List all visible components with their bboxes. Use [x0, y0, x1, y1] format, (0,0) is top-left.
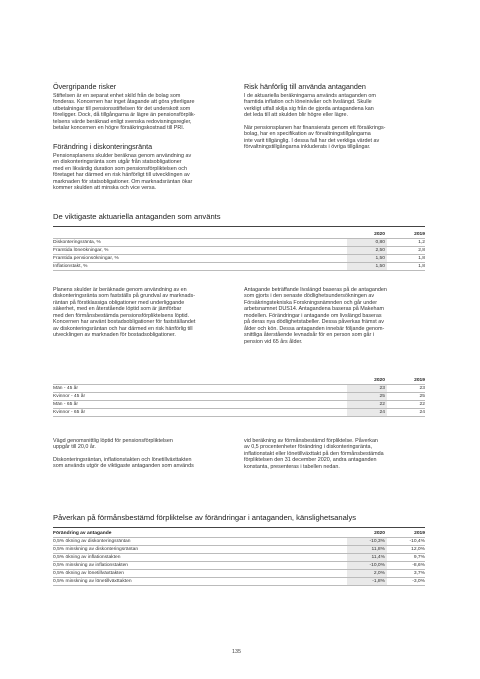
column-header-2020: 2020 — [374, 232, 385, 237]
table-row: 0,5% ökning av diskonteringsräntan -10,3% -10,4% — [53, 539, 425, 544]
column-header-2019: 2019 — [414, 531, 425, 536]
paragraph-duration: Vägd genomsnittlig löptid för pensionsförpliktelsen uppgår till 20,0 år. — [53, 438, 173, 451]
column-header-2019: 2019 — [414, 378, 425, 383]
table-actuarial-assumptions — [53, 231, 425, 271]
table-life-expectancy — [53, 377, 425, 417]
column-header-2020: 2020 — [374, 531, 385, 536]
table-row: Män - 65 år 22 22 — [53, 402, 425, 407]
table-row: Kvinnor - 65 år 24 24 — [53, 410, 425, 415]
table-header-row — [53, 377, 425, 385]
paragraph-risk-antaganden-1: I de aktuariella beräkningarna används antaganden om framtida inflation och löneinivåer och livslängd. Skulle verkligt utfall skilja sig från de gjorda antagandena kan det leda till att skulden blir högre eller lägre. — [244, 93, 376, 119]
column-header-change: Förändring av antagande — [53, 531, 112, 536]
paragraph-longevity: Antagande beträffande livslängd baseras på de antaganden som gjorts i den senaste dödlighetsundersökningen av Försäkringstekniska Forskningsnämnden och går under arbetsnamnet DUS14. Antagandena baseras på Makeham modellen. Förändringar i antagande om livslängd baseras på deras nya dödlighetstabeller. Dessa påverkas främst av ålder och kön. Dessa antaganden innebär följande genom- snittliga återstående levnadsår för en person som går i pension vid 65 års ålder. — [244, 287, 387, 345]
table-row: 0,5% ökning av inflationstakten 11,4% 9,7% — [53, 555, 425, 560]
paragraph-sensitivity-intro: vid beräkning av förmånsbestämd förpliktelse. Påverkan av 0,5 procentenheter förändring i diskonteringsränta, inflationstakt eller lönetillväxttakt på den förmånsbestämda förpliktelsen den 31 december 2020, andra antaganden konstanta, presenteras i tabellen nedan. — [244, 438, 384, 470]
table-row: Framtida pensionsökningar, % 1,50 1,8 — [53, 256, 425, 261]
column-header-2019: 2019 — [414, 232, 425, 237]
column-header-2020: 2020 — [374, 378, 385, 383]
table-row: 0,5% minskning av diskonteringsräntan 11,8% 12,0% — [53, 547, 425, 552]
page-number: 135 — [232, 649, 241, 655]
table-row: Framtida löneökningar, % 2,50 2,8 — [53, 248, 425, 253]
paragraph-key-assumptions: Diskonteringsräntan, inflationstakten och lönetillväxttakten som används utgör de viktigaste antaganden som används — [53, 457, 194, 470]
heading-diskonteringsranta: Förändring i diskonteringsränta — [53, 142, 153, 151]
table-row: Inflationstakt, % 1,50 1,8 — [53, 264, 425, 269]
table-header-row — [53, 530, 425, 538]
paragraph-risk-antaganden-2: När pensionsplanen har finansierats genom ett försäkrings- bolag, har en specifikation av förvaltningstillgångarna inte varit tillgänglig. I dessa fall har det verkliga värdet av förvaltningstillgångarna inkluderats i övriga tillgångar. — [244, 125, 386, 151]
table-row: Kvinnor - 45 år 25 25 — [53, 394, 425, 399]
table-row: Män - 45 år 23 23 — [53, 386, 425, 391]
table-header-row — [53, 231, 425, 239]
table-row: Diskonteringsränta, % 0,80 1,2 — [53, 240, 425, 245]
table-row: 0,5% ökning av lönetillväxttakten 2,0% 3,7% — [53, 571, 425, 576]
table-row: 0,5% minskning av lönetillväxttakten -1,8% -3,0% — [53, 579, 425, 584]
heading-risk-antaganden: Risk hänförlig till använda antaganden — [244, 82, 366, 91]
section-title-sensitivity: Påverkan på förmånsbestämd förpliktelse av förändringar i antaganden, känslighetsanalys — [53, 513, 357, 522]
table-sensitivity-analysis — [53, 530, 425, 586]
paragraph-discount-rate-basis: Planens skulder är beräknade genom användning av en diskonteringsränta som fastställs på grundval av marknads- räntan på förstklassiga obligationer med underliggande säkerhet, med en återstående löptid som är jämförbar med den förmånsbestämda pensionsförpliktelsens löptid. Koncernen har använt bostadsobligationer för fastställandet av diskonteringsräntan och har därmed en risk hänförlig till utvecklingen av marknaden för bostadsobligationer. — [53, 287, 196, 339]
heading-overgripande-risker: Övergripande risker — [53, 82, 117, 91]
section-divider — [53, 226, 425, 227]
table-row: 0,5% minskning av inflationstakten -10,0% -8,6% — [53, 563, 425, 568]
paragraph-diskonteringsranta: Pensionsplanens skulder beräknas genom användning av en diskonteringsränta som utgår från statsobligationer med en likvärdig duration som pensionsförpliktelsen och företaget har därmed en risk hänförligt till utvecklingen av marknaden för statsobligationer. Om marknadsräntan ökar kommer skulden att minska och vice versa. — [53, 153, 193, 192]
paragraph-overgripande-risker: Stiftelsen är en separat enhet skild från de bolag som fonderas. Koncernen har inget åtagande att göra ytterligare utbetalningar till pensionsstiftelsen för det underskott som föreligger. Dock, då tillgångarna är lägre än pensionsförplik- telsens värde beräknad enligt svenska redovisningsregler, betalar koncernen en högre försäkringskostnad till PRI. — [53, 93, 196, 132]
section-divider — [53, 527, 425, 528]
section-title-antaganden: De viktigaste aktuariella antaganden som använts — [53, 212, 221, 221]
